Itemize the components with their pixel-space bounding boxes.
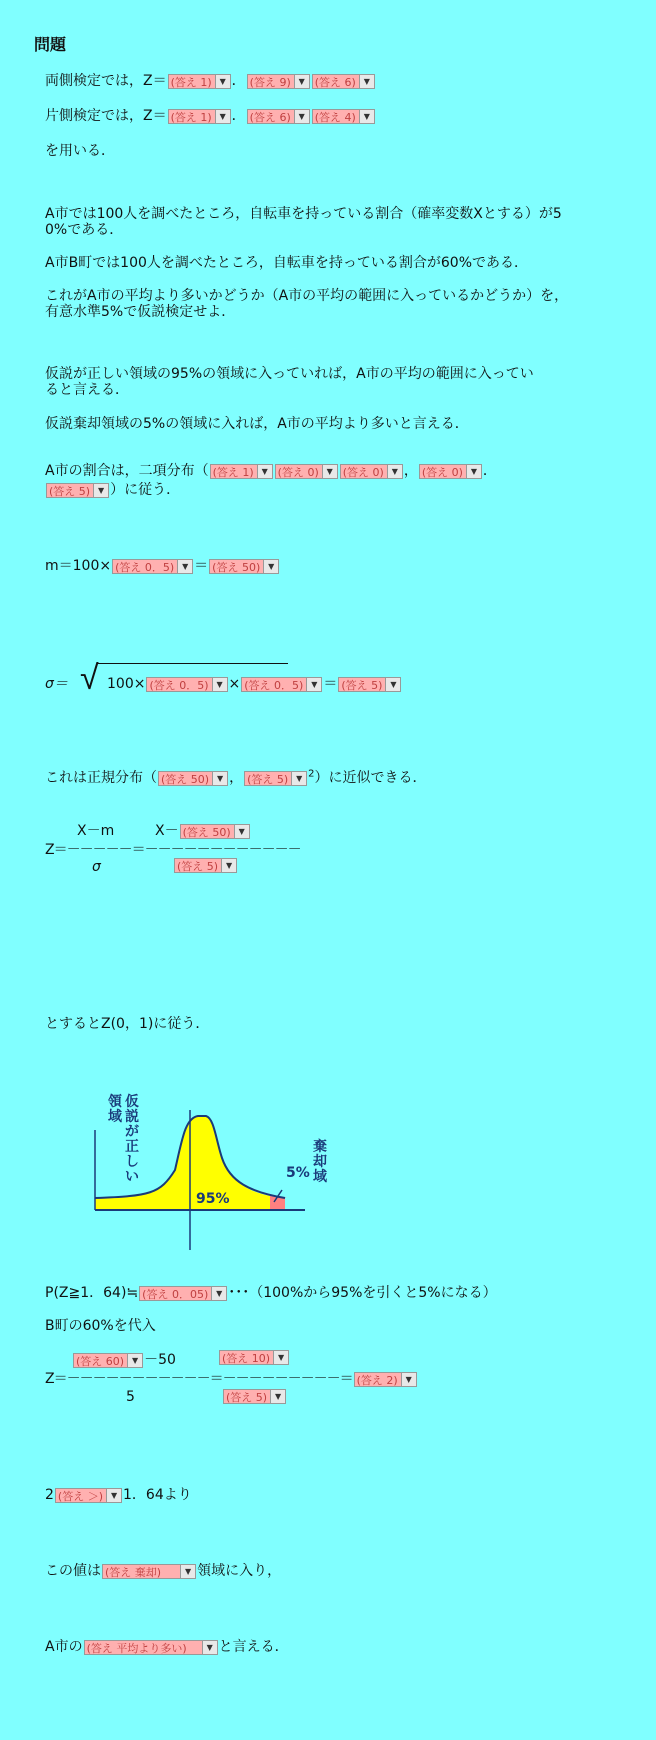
answer-select[interactable] <box>312 109 375 124</box>
answer-value: (答え 10) <box>222 1351 271 1365</box>
probability-note: ･･･（100%から95%を引くと5%になる） <box>228 1285 497 1301</box>
answer-value: (答え 9) <box>249 75 291 89</box>
label-char: 正 <box>125 1139 139 1155</box>
label-char: 却 <box>313 1154 327 1170</box>
answer-value: (答え 0．05) <box>142 1287 209 1301</box>
zcalc-denominator-1: 5 <box>126 1389 135 1405</box>
answer-select[interactable] <box>168 109 231 124</box>
z-denominator-2 <box>173 857 238 873</box>
label-char: い <box>125 1169 139 1185</box>
answer-select[interactable] <box>174 858 237 873</box>
label-char: 説 <box>125 1109 139 1125</box>
answer-select[interactable] <box>73 1353 143 1368</box>
answer-value: (答え 平均より多い) <box>86 1641 187 1655</box>
answer-select[interactable] <box>102 1564 196 1579</box>
paragraph-city-a-1: A市では100人を調べたところ，自転車を持っている割合（確率変数Xとする）が5 <box>45 206 562 222</box>
mean-line <box>45 555 280 575</box>
chevron-down-icon: ▼ <box>212 678 227 691</box>
probability-line <box>45 1282 497 1302</box>
answer-value: (答え ＞) <box>57 1489 104 1503</box>
answer-select[interactable] <box>84 1640 218 1655</box>
chevron-down-icon: ▼ <box>180 1565 195 1578</box>
chevron-down-icon: ▼ <box>215 110 230 123</box>
answer-select[interactable] <box>241 677 322 692</box>
answer-select[interactable] <box>112 559 193 574</box>
answer-select[interactable] <box>209 559 279 574</box>
answer-select[interactable] <box>168 74 231 89</box>
two-sided-line <box>45 70 376 90</box>
answer-value: (答え 1) <box>170 110 212 124</box>
z-denominator-1: σ <box>92 859 101 875</box>
answer-value: (答え 0) <box>421 465 463 479</box>
answer-value: (答え 棄却) <box>105 1565 162 1579</box>
equals-sign: ＝ <box>131 842 145 858</box>
label-char: 域 <box>108 1109 122 1125</box>
minus-50: －50 <box>144 1352 176 1368</box>
chevron-down-icon: ▼ <box>221 859 236 872</box>
answer-value: (答え 0．5) <box>244 678 304 692</box>
answer-select[interactable] <box>55 1488 122 1503</box>
answer-select[interactable] <box>419 464 482 479</box>
comma: ， <box>229 770 244 786</box>
sigma-inner-text: 100× <box>107 676 146 692</box>
sqrt-bar <box>98 663 288 664</box>
region-text: この値は <box>45 1563 101 1579</box>
answer-select[interactable] <box>275 464 338 479</box>
region-line <box>45 1560 281 1580</box>
region-follow-text: 領域に入り， <box>197 1563 282 1579</box>
conclusion-line <box>45 1636 289 1656</box>
answer-value: (答え 1) <box>212 465 254 479</box>
sigma-symbol: σ＝ <box>45 676 68 692</box>
normal-follow-text: ）に近似できる． <box>314 770 427 786</box>
label-char: 領 <box>108 1094 122 1110</box>
left-label-hypothesis <box>125 1095 139 1185</box>
superscript-2: 2 <box>308 768 315 780</box>
binomial-text: A市の割合は，二項分布（ <box>45 463 209 479</box>
chevron-down-icon: ▼ <box>306 678 321 691</box>
chevron-down-icon: ▼ <box>202 1641 217 1654</box>
z-lhs: Z＝ <box>45 1371 67 1387</box>
paragraph-question-1: これがA市の平均より多いかどうか（A市の平均の範囲に入っているかどうか）を， <box>45 288 569 304</box>
mean-text: m＝100× <box>45 558 112 574</box>
chevron-down-icon: ▼ <box>359 110 374 123</box>
answer-value: (答え 5) <box>247 772 289 786</box>
chevron-down-icon: ▼ <box>270 1390 285 1403</box>
sigma-line <box>107 673 402 693</box>
binomial-follow-text: ）に従う． <box>110 482 181 498</box>
sqrt-icon: √ <box>80 658 99 698</box>
paragraph-reject: 仮説棄却領域の5%の領域に入れば，A市の平均より多いと言える． <box>45 416 469 432</box>
chevron-down-icon: ▼ <box>291 772 306 785</box>
z-numerator-2 <box>155 820 251 840</box>
chevron-down-icon: ▼ <box>215 75 230 88</box>
one-sided-text: 片側検定では，Z＝ <box>45 108 167 124</box>
answer-select[interactable] <box>223 1389 286 1404</box>
binomial-line-2 <box>45 479 180 499</box>
label-char: し <box>125 1154 139 1170</box>
two-sided-text: 両側検定では，Z＝ <box>45 73 167 89</box>
compare-line <box>45 1484 192 1504</box>
answer-value: (答え 5) <box>49 484 91 498</box>
one-sided-line <box>45 105 376 125</box>
substitute-text: B町の60%を代入 <box>45 1318 156 1334</box>
answer-select[interactable] <box>146 677 227 692</box>
chevron-down-icon: ▼ <box>359 75 374 88</box>
paragraph-question-2: 有意水準5%で仮説検定せよ． <box>45 304 236 320</box>
follow-text: とするとZ(0，1)に従う． <box>45 1016 210 1032</box>
label-char: 域 <box>313 1169 327 1185</box>
label-char: が <box>125 1124 139 1140</box>
answer-value: (答え 4) <box>314 110 356 124</box>
equals-sign: ＝ <box>194 558 209 574</box>
fraction-bar: －－－－－ <box>66 842 132 858</box>
answer-select[interactable] <box>338 677 401 692</box>
decimal-point: ． <box>482 463 497 479</box>
answer-value: (答え 0) <box>277 465 319 479</box>
normal-line <box>45 767 427 787</box>
answer-select[interactable] <box>247 74 310 89</box>
answer-value: (答え 1) <box>170 75 212 89</box>
answer-value: (答え 0．5) <box>149 678 209 692</box>
answer-value: (答え 6) <box>249 110 291 124</box>
answer-select[interactable] <box>312 74 375 89</box>
zcalc-numerator-2 <box>218 1349 290 1365</box>
paragraph-hypothesis-1: 仮説が正しい領域の95%の領域に入っていれば，A市の平均の範囲に入ってい <box>45 366 534 382</box>
chevron-down-icon: ▼ <box>466 465 481 478</box>
answer-select[interactable] <box>219 1350 289 1365</box>
binomial-line-1 <box>45 460 497 480</box>
answer-select[interactable] <box>244 771 307 786</box>
decimal-point: ． <box>231 108 246 124</box>
paragraph-town-b: A市B町では100人を調べたところ，自転車を持っている割合が60%である． <box>45 255 529 271</box>
chevron-down-icon: ▼ <box>211 1287 226 1300</box>
zcalc-line <box>45 1368 418 1388</box>
answer-select[interactable] <box>340 464 403 479</box>
answer-select[interactable] <box>180 824 250 839</box>
z-lhs: Z＝ <box>45 842 67 858</box>
answer-select[interactable] <box>158 771 228 786</box>
chevron-down-icon: ▼ <box>387 465 402 478</box>
label-95pct: 95% <box>196 1191 230 1207</box>
answer-value: (答え 0．5) <box>115 560 175 574</box>
label-char: 棄 <box>313 1139 327 1155</box>
conclusion-text: A市の <box>45 1639 83 1655</box>
zcalc-denominator-2 <box>222 1388 287 1404</box>
answer-value: (答え 0) <box>342 465 384 479</box>
answer-value: (答え 2) <box>356 1373 398 1387</box>
fraction-bar: －－－－－－－－－－－ <box>66 1371 210 1387</box>
z-numerator-text: X－ <box>155 823 179 839</box>
label-5pct: 5% <box>286 1165 310 1181</box>
chevron-down-icon: ▼ <box>322 465 337 478</box>
right-label-reject <box>313 1140 327 1185</box>
answer-value: (答え 50) <box>161 772 210 786</box>
use-text: を用いる． <box>45 143 115 159</box>
paragraph-city-a-2: 0%である． <box>45 222 124 238</box>
label-char: 仮 <box>125 1094 139 1110</box>
paragraph-hypothesis-2: ると言える． <box>45 382 129 398</box>
fraction-bar: －－－－－－－－－ <box>222 1371 340 1387</box>
chevron-down-icon: ▼ <box>294 110 309 123</box>
page-title: 問題 <box>34 35 67 54</box>
answer-value: (答え 6) <box>314 75 356 89</box>
compare-value: 2 <box>45 1487 54 1503</box>
chevron-down-icon: ▼ <box>273 1351 288 1364</box>
chevron-down-icon: ▼ <box>212 772 227 785</box>
decimal-point: ． <box>231 73 246 89</box>
answer-select[interactable] <box>354 1372 417 1387</box>
equals-sign: ＝ <box>209 1371 223 1387</box>
equals-sign: ＝ <box>323 676 338 692</box>
comma: ， <box>403 463 418 479</box>
answer-value: (答え 50) <box>212 560 261 574</box>
zcalc-numerator-1 <box>72 1349 176 1369</box>
answer-select[interactable] <box>46 483 109 498</box>
answer-select[interactable] <box>139 1286 227 1301</box>
times-sign: × <box>228 676 241 692</box>
chevron-down-icon: ▼ <box>263 560 278 573</box>
chevron-down-icon: ▼ <box>127 1354 142 1367</box>
chevron-down-icon: ▼ <box>234 825 249 838</box>
chevron-down-icon: ▼ <box>93 484 108 497</box>
conclusion-follow-text: と言える． <box>218 1639 289 1655</box>
z-numerator-1: X－m <box>77 823 115 839</box>
chevron-down-icon: ▼ <box>401 1373 416 1386</box>
answer-value: (答え 50) <box>182 825 231 839</box>
left-label-region <box>108 1095 122 1125</box>
answer-select[interactable] <box>247 109 310 124</box>
probability-text: P(Z≧1．64)≒ <box>45 1285 139 1301</box>
compare-text: 1．64より <box>123 1487 192 1503</box>
equals-sign: ＝ <box>339 1371 353 1387</box>
chevron-down-icon: ▼ <box>385 678 400 691</box>
chevron-down-icon: ▼ <box>177 560 192 573</box>
answer-value: (答え 5) <box>177 859 219 873</box>
answer-select[interactable] <box>210 464 273 479</box>
normal-text: これは正規分布（ <box>45 770 157 786</box>
answer-value: (答え 60) <box>76 1354 125 1368</box>
chevron-down-icon: ▼ <box>294 75 309 88</box>
chevron-down-icon: ▼ <box>106 1489 121 1502</box>
answer-value: (答え 5) <box>341 678 383 692</box>
chevron-down-icon: ▼ <box>257 465 272 478</box>
answer-value: (答え 5) <box>226 1390 268 1404</box>
z-fraction-line <box>45 839 301 859</box>
fraction-bar: －－－－－－－－－－－－ <box>144 842 301 858</box>
